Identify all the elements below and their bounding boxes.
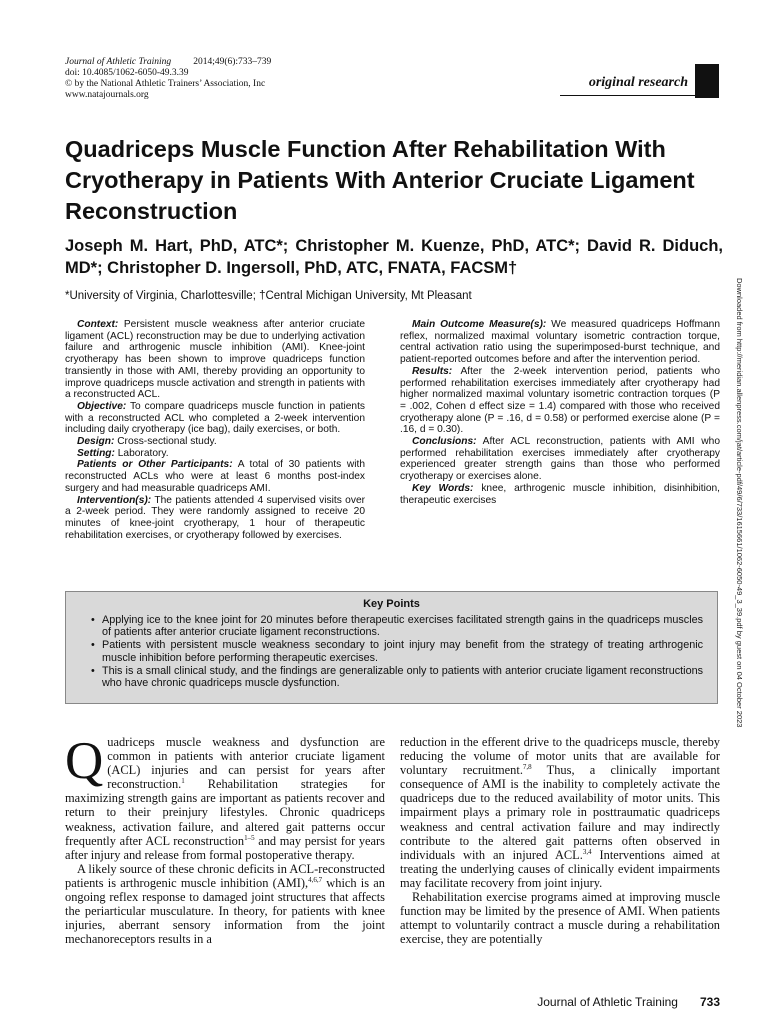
journal-name: Journal of Athletic Training <box>65 57 172 67</box>
body-text: Rehabilitation strategies for maximizing strength gains are important as patients recover and return to their preinjury lifestyles. Chronic quadriceps weakness, activation failure, and altered gait patterns occur frequently after ACL reconstruction <box>65 777 385 848</box>
section-bar <box>695 64 719 98</box>
abstract-participants <box>65 459 365 494</box>
abstract-heading: Intervention(s): <box>77 494 152 506</box>
citation-ref: 3,4 <box>582 847 592 856</box>
abstract-text: To compare quadriceps muscle function in patients with a reconstructed ACL who completed a 2-week intervention including daily cryotherapy (ice bag), daily exercises, or both. <box>65 400 365 436</box>
page-number: 733 <box>699 995 720 1009</box>
abstract-text: We measured quadriceps Hoffmann reflex, normalized maximal voluntary isometric contraction torque, central activation ratio using the superimposed-burst technique, and patient-reported outcomes before and after the intervention period. <box>400 319 720 366</box>
body-text: reduction in the efferent drive to the quadriceps muscle, thereby reducing the volume of motor units that are available for voluntary recruitment. <box>400 735 720 778</box>
body-text: A likely source of these chronic deficits in ACL-reconstructed patients is arthrogenic muscle inhibition (AMI), <box>65 861 385 890</box>
abstract-heading: Patients or Other Participants: <box>77 459 233 471</box>
citation-ref: 1–5 <box>244 833 255 842</box>
copyright: © by the National Athletic Trainers’ Association, Inc <box>65 79 266 89</box>
abstract-text: A total of 30 patients with reconstructed ACLs who were at least 6 months post-index surgery and had measurable quadriceps AMI. <box>65 459 365 494</box>
body-text: which is an ongoing reflex response to damaged joint structures that affects the periarticular musculature. In theory, for patients with knee injuries, aberrant sensory information from the joint mechanoreceptors results in a <box>65 875 385 947</box>
abstract-text: After the 2-week intervention period, patients who performed rehabilitation exercises immediately after cryotherapy had higher normalized maximal voluntary isometric contraction torques (P = .002, Cohen d effect size = 1.4) compared with those who received cryotherapy alone (P = .16, d = 0.58) or performed exercise alone (P = .16, d = 0.30). <box>400 365 720 436</box>
key-point-item: • Applying ice to the knee joint for 20 minutes before therapeutic exercises facilitated strength gains in the quadriceps muscles of patients after anterior cruciate ligament reconstructions. <box>91 614 703 638</box>
abstract-text: Cross-sectional study. <box>117 436 217 448</box>
abstract-key-words <box>400 483 720 506</box>
abstract-results <box>400 366 720 436</box>
key-points-heading: Key Points <box>363 598 420 610</box>
article-title: Quadriceps Muscle Function After Rehabilitation With Cryotherapy in Patients With Anterior Cruciate Ligament Reconstruction <box>65 136 695 224</box>
article-affiliations: *University of Virginia, Charlottesville; †Central Michigan University, Mt Pleasant <box>65 290 472 302</box>
abstract-heading: Setting: <box>77 447 115 459</box>
section-label: original research <box>588 75 688 90</box>
abstract-heading: Objective: <box>77 400 127 412</box>
abstract-outcome-measures <box>400 319 720 366</box>
key-points-box <box>65 591 718 704</box>
body-text: Interventions aimed at treating the underlying causes of clinically evident impairments may facilitate recovery from joint injury. <box>400 847 720 890</box>
abstract-heading: Context: <box>77 319 119 330</box>
body-paragraph <box>65 862 385 947</box>
body-text: uadriceps muscle weakness and dysfunction are common in patients with anterior cruciate ligament (ACL) injuries and can persist for years after reconstruction. <box>107 735 385 792</box>
abstract-text: knee, arthrogenic muscle inhibition, disinhibition, therapeutic exercises <box>400 482 720 506</box>
abstract-text: The patients attended 4 supervised visits over a 2-week period. They were randomly assigned to receive 20 minutes of knee-joint cryotherapy, 1 hour of therapeutic rehabilitation exercises, or cryotherapy followed by exercises. <box>65 494 365 541</box>
body-left-column <box>65 732 385 947</box>
doi: doi: 10.4085/1062-6050-49.3.39 <box>65 68 189 78</box>
body-text: and may persist for years after injury and release from formal postoperative therapy. <box>65 833 385 862</box>
abstract-text: After ACL reconstruction, patients with AMI who performed rehabilitation exercises immediately after cryotherapy experienced greater strength gains than those who performed cryotherapy or exercises alone. <box>400 436 720 483</box>
body-paragraph: Rehabilitation exercise programs aimed at improving muscle function may be limited by the presence of AMI. When patients attempt to voluntarily contract a muscle during a rehabilitation exercise, they are potentially <box>400 890 720 947</box>
abstract-objective <box>65 401 365 436</box>
footer-journal-name: Journal of Athletic Training <box>537 995 678 1009</box>
citation-ref: 1 <box>181 777 185 786</box>
download-note: Downloaded from http://meridian.allenpress.com/jat/article-pdf/49/6/733/1615661/1062-6050-49_3_39.pdf by guest on 04 October 2023 <box>735 278 744 728</box>
abstract-left-column <box>65 319 365 541</box>
abstract-heading: Key Words: <box>412 482 474 494</box>
abstract-heading: Results: <box>412 365 453 377</box>
section-rule <box>560 95 695 96</box>
journal-website: www.natajournals.org <box>65 90 149 100</box>
abstract-setting <box>65 448 365 460</box>
abstract-interventions <box>65 495 365 542</box>
abstract-heading: Main Outcome Measure(s): <box>412 319 547 330</box>
body-text: Thus, a clinically important consequence of AMI is the inability to completely activate the quadriceps due to the reduced availability of motor units. This impairment plays a primary role in posttraumatic quadriceps weakness and central activation failure and may indirectly contribute to the altered gait patterns often observed in individuals with an injured ACL. <box>400 763 720 862</box>
key-point-item: • This is a small clinical study, and the findings are generalizable only to patients with anterior cruciate ligament reconstructions who have chronic quadriceps muscle dysfunction. <box>91 665 703 689</box>
abstract-context <box>65 319 365 401</box>
abstract-text: Persistent muscle weakness after anterior cruciate ligament (ACL) reconstruction may be due to underlying activation failure and arthrogenic muscle inhibition (AMI). Knee-joint cryotherapy has been shown to improve quadriceps function transiently in those with AMI, thereby providing an opportunity to improve quadriceps muscle activation and strength in patients with a reconstructed ACL. <box>65 319 365 401</box>
abstract-right-column <box>400 319 720 506</box>
abstract-design <box>65 436 365 448</box>
abstract-heading: Conclusions: <box>412 436 477 448</box>
drop-cap: Q <box>65 732 104 790</box>
body-paragraph <box>65 732 385 862</box>
article-authors: Joseph M. Hart, PhD, ATC*; Christopher M. Kuenze, PhD, ATC*; David R. Diduch, MD*; Christopher D. Ingersoll, PhD, ATC, FNATA, FACSM† <box>65 237 723 277</box>
journal-metadata <box>65 57 365 101</box>
body-right-column <box>400 735 720 946</box>
journal-citation: 2014;49(6):733–739 <box>193 57 272 67</box>
abstract-text: Laboratory. <box>117 447 169 459</box>
page-footer <box>470 995 720 1009</box>
abstract-conclusions <box>400 436 720 483</box>
abstract-heading: Design: <box>77 436 115 448</box>
key-points-list <box>66 614 717 689</box>
key-point-item: • Patients with persistent muscle weakness secondary to joint injury may benefit from the strategy of treating arthrogenic muscle inhibition before performing therapeutic exercises. <box>91 639 703 663</box>
body-paragraph <box>400 735 720 890</box>
citation-ref: 7,8 <box>522 763 532 772</box>
citation-ref: 4,6,7 <box>308 875 323 884</box>
